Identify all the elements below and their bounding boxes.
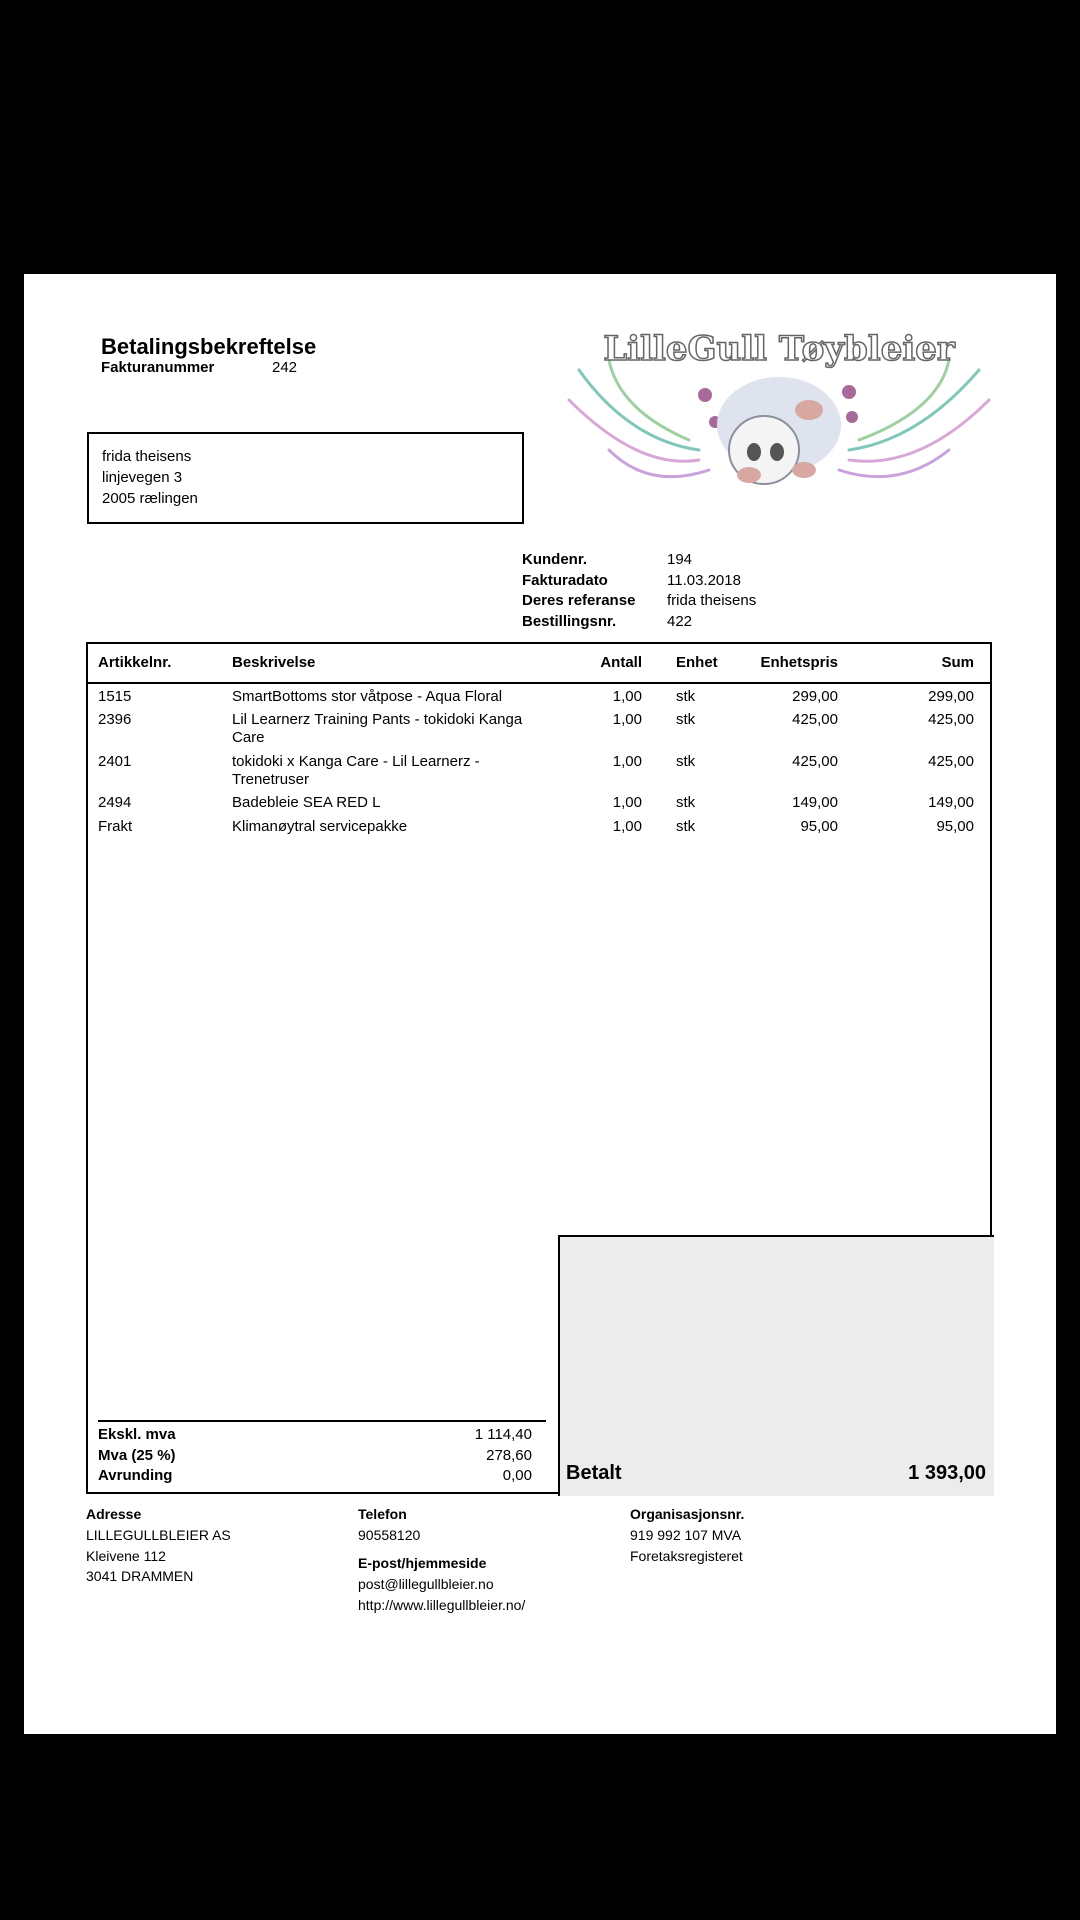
rounding-label: Avrunding: [98, 1467, 173, 1484]
column-header-sum: Sum: [941, 654, 974, 671]
cell-article: 1515: [98, 688, 132, 705]
items-table: [86, 642, 992, 1494]
column-header-article: Artikkelnr.: [98, 654, 172, 671]
footer-org-label: Organisasjonsnr.: [630, 1506, 745, 1522]
totals-divider: [98, 1420, 546, 1422]
footer-phone: 90558120: [358, 1527, 421, 1543]
cell-unit-price: 425,00: [792, 711, 838, 728]
column-header-qty: Antall: [600, 654, 642, 671]
cell-article: Frakt: [98, 818, 133, 835]
cell-unit-price: 425,00: [792, 753, 838, 770]
column-header-unit: Enhet: [676, 654, 718, 671]
footer-street: Kleivene 112: [86, 1548, 166, 1564]
footer-registry: Foretaksregisteret: [630, 1548, 743, 1564]
excl-vat-value: 1 114,40: [474, 1426, 532, 1443]
footer-web-label: E-post/hjemmeside: [358, 1555, 487, 1571]
order-number-value: 422: [667, 613, 693, 630]
cell-qty: 1,00: [612, 688, 642, 705]
customer-number-value: 194: [667, 551, 693, 568]
reference-value: frida theisens: [667, 592, 757, 609]
cell-description: Badebleie SEA RED L: [232, 794, 381, 811]
footer-org-number: 919 992 107 MVA: [630, 1527, 742, 1543]
cell-sum: 299,00: [928, 688, 974, 705]
cell-qty: 1,00: [612, 753, 642, 770]
invoice-number-label: Fakturanummer: [101, 359, 215, 376]
cell-description: Lil Learnerz Training Pants - tokidoki Kanga: [232, 711, 523, 728]
cell-article: 2401: [98, 753, 132, 770]
logo-text: LilleGull Tøybleier: [603, 330, 955, 369]
order-number-label: Bestillingsnr.: [522, 613, 617, 630]
invoice-date-value: 11.03.2018: [667, 572, 741, 589]
paid-value: 1 393,00: [908, 1462, 986, 1484]
footer-website-link[interactable]: http://www.lillegullbleier.no/: [358, 1597, 526, 1613]
invoice-number-value: 242: [272, 359, 298, 376]
cell-sum: 95,00: [936, 818, 974, 835]
cell-unit: stk: [676, 688, 696, 705]
cell-article: 2494: [98, 794, 132, 811]
footer-company: LILLEGULLBLEIER AS: [86, 1527, 231, 1543]
cell-description: tokidoki x Kanga Care - Lil Learnerz -: [232, 753, 480, 770]
cell-unit: stk: [676, 794, 696, 811]
cell-article: 2396: [98, 711, 132, 728]
cell-unit-price: 299,00: [792, 688, 838, 705]
footer-email-link[interactable]: post@lillegullbleier.no: [358, 1576, 494, 1592]
cell-unit: stk: [676, 818, 696, 835]
document-title: Betalingsbekreftelse: [101, 334, 317, 359]
recipient-postal: 2005 rælingen: [102, 490, 198, 507]
cell-sum: 425,00: [928, 753, 974, 770]
footer-address-label: Adresse: [86, 1506, 142, 1522]
vat-label: Mva (25 %): [98, 1447, 176, 1464]
rounding-value: 0,00: [502, 1467, 532, 1484]
paid-label: Betalt: [566, 1462, 622, 1484]
reference-label: Deres referanse: [522, 592, 636, 609]
recipient-street: linjevegen 3: [102, 469, 183, 486]
cell-sum: 149,00: [928, 794, 974, 811]
cell-qty: 1,00: [612, 794, 642, 811]
column-header-unit-price: Enhetspris: [760, 654, 838, 671]
panda-logo: [549, 330, 1009, 500]
cell-unit: stk: [676, 753, 696, 770]
customer-number-label: Kundenr.: [522, 551, 588, 568]
cell-sum: 425,00: [928, 711, 974, 728]
cell-description: SmartBottoms stor våtpose - Aqua Floral: [232, 688, 503, 705]
recipient-address-box: [87, 432, 524, 524]
recipient-name: frida theisens: [102, 448, 192, 465]
footer-phone-label: Telefon: [358, 1506, 407, 1522]
footer-city: 3041 DRAMMEN: [86, 1568, 194, 1584]
cell-description-cont: Trenetruser: [232, 771, 309, 788]
cell-unit-price: 95,00: [800, 818, 838, 835]
invoice-page: [24, 274, 1056, 1734]
cell-qty: 1,00: [612, 711, 642, 728]
paid-total-box: [558, 1235, 994, 1496]
excl-vat-label: Ekskl. mva: [98, 1426, 176, 1443]
invoice-date-label: Fakturadato: [522, 572, 608, 589]
header-divider: [88, 682, 990, 684]
column-header-description: Beskrivelse: [232, 654, 316, 671]
cell-unit-price: 149,00: [792, 794, 838, 811]
cell-unit: stk: [676, 711, 696, 728]
cell-description-cont: Care: [232, 729, 265, 746]
cell-qty: 1,00: [612, 818, 642, 835]
cell-description: Klimanøytral servicepakke: [232, 818, 408, 835]
vat-value: 278,60: [486, 1447, 532, 1464]
